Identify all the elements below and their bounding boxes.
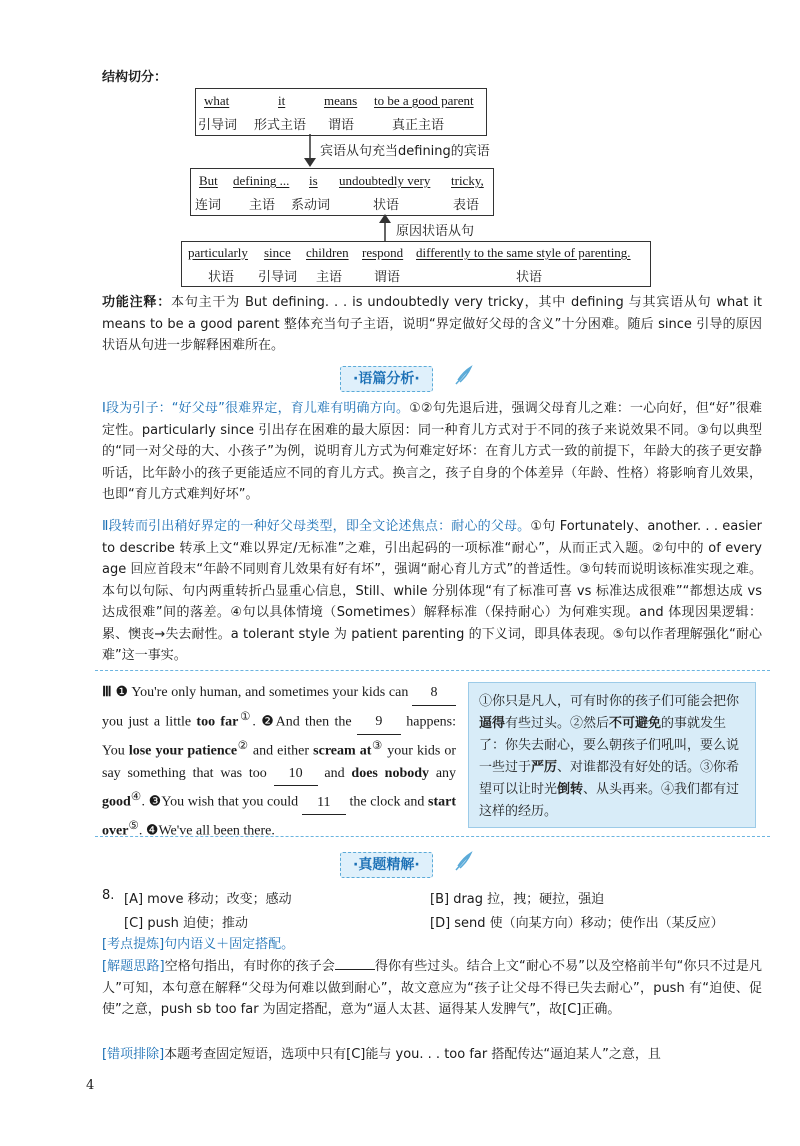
label-weiyu-2: 谓语: [374, 270, 401, 285]
translation-2: 有些过头。②然后: [505, 716, 610, 731]
analysis-para-1: [102, 398, 762, 506]
word-tricky: tricky,: [451, 173, 484, 188]
option-b: [B] drag 拉，拽；硬拉，强迫: [430, 892, 605, 907]
passage-paragraph-3: Ⅲ ❶ You're only human, and sometimes your kids can 8 you just a little too far①. ❷And then the 9 happens: You lose your patience② and either scream at③ your kids or say something that was too 10 and does nobody any good④. ❸You wish that you could 11 the clock and start over⑤. ❹We've all been there.: [102, 682, 456, 844]
label-zhenzhengzhuyu: 真正主语: [392, 118, 445, 133]
word-undoubtedly-very: undoubtedly very: [339, 173, 431, 188]
label-biaoyu: 表语: [453, 198, 480, 213]
kaodian: [102, 934, 762, 956]
diagram-box-reason: [181, 241, 651, 287]
sentence-2d: your kids or say something that was too: [102, 743, 457, 781]
word-means: means: [324, 93, 358, 108]
label-zhuyu-2: 主语: [316, 270, 343, 285]
sentence-3a: You wish that you could: [161, 794, 299, 810]
label-zhuyu: 主语: [249, 198, 276, 213]
blank-9: 9: [357, 711, 401, 735]
page-number: 4: [86, 1078, 95, 1093]
section-title-analysis: ·语篇分析·: [340, 366, 433, 392]
label-weiyu: 谓语: [328, 118, 355, 133]
blank-10: 10: [274, 763, 318, 787]
arrow-note-reason-clause: 原因状语从句: [396, 224, 475, 239]
section-heading: 结构切分：: [102, 70, 168, 85]
translation-3: 的事就发生了：你失去耐心，要么朝孩子们吼叫，要么说一些过于: [479, 716, 740, 775]
kaodian-text: 句内语义＋固定搭配。: [164, 937, 295, 952]
word-respond: respond: [362, 245, 404, 260]
translation-5: 、从头再来。④我们都有过这样的经历。: [479, 782, 740, 819]
word-defining: defining ...: [233, 173, 290, 188]
divider-2: [95, 836, 770, 837]
mark-5: ⑤: [128, 819, 139, 833]
bold-lose-patience: lose your patience: [128, 743, 238, 759]
option-c: [C] push 迫使；推动: [124, 916, 248, 931]
label-yindaoci: 引导词: [198, 118, 238, 133]
arrow-up-icon: [375, 214, 395, 242]
section-title-solutions: ·真题精解·: [340, 852, 433, 878]
jieti: [102, 956, 762, 1021]
analysis-para-1-text: ①②句先退后进，强调父母育儿之难：一心向好，但“好”很难定性。particularly since 引出存在困难的最大原因：同一种育儿方式对于不同的孩子来说效果不同。③句以典型的“同一对父母的大、小孩子”为例，说明育儿方式为何难定好坏：在育儿方式一致的前提下，年龄大的孩子更安静听话，比年龄小的孩子更能适应不同的育儿方式。换言之，孩子自身的个体差异（年龄、性格）将影响育儿效果，也即“育儿方式难判好坏”。: [102, 401, 762, 502]
sentence-2c: and either: [252, 743, 310, 759]
feather-pen-icon-2: [452, 850, 474, 872]
analysis-para-2: [102, 516, 762, 667]
function-note-label: 功能注释：: [102, 295, 172, 310]
mark-4: ④: [130, 790, 142, 804]
arrow-note-object-clause: 宾语从句充当defining的宾语: [320, 144, 490, 159]
label-zhuangyu: 状语: [373, 198, 400, 213]
mark-3: ③: [371, 738, 384, 752]
question-number: 8.: [102, 888, 115, 903]
sentence-2b: happens: You: [102, 714, 457, 759]
bold-good: good: [102, 794, 131, 810]
translation-bold-4: 倒转: [557, 782, 584, 797]
function-note-text: 本句主干为 But defining. . . is undoubtedly very tricky，其中 defining 与其宾语从句 what it means to be a good parent 整体充当句子主语，说明“界定做好父母的含义”十分困难。随后 since 引导的原因状语从句进一步解释困难所在。: [102, 295, 762, 353]
word-but: But: [199, 173, 218, 188]
function-note: [102, 292, 762, 357]
option-a: [A] move 移动；改变；感动: [124, 892, 292, 907]
translation-4: 、对谁都没有好处的话。③你希望可以让时光: [479, 760, 740, 797]
analysis-para-2-lead: Ⅱ段转而引出稍好界定的一种好父母类型，即全文论述焦点：耐心的父母。: [102, 519, 531, 534]
mark-1: ①: [238, 709, 253, 723]
sentence-1b: you just a little: [102, 714, 192, 730]
diagram-box-main: [190, 168, 494, 216]
word-is: is: [309, 173, 318, 188]
sentence-2f: any: [435, 765, 457, 781]
translation-bold-3: 严厉: [531, 760, 558, 775]
label-yindaoci-2: 引导词: [258, 270, 298, 285]
translation-bold-1: 逼得: [479, 716, 506, 731]
word-since: since: [264, 245, 291, 260]
sentence-1a: You're only human, and sometimes your kids can: [131, 685, 409, 700]
label-lianci: 连词: [195, 198, 222, 213]
mark-2: ②: [237, 738, 249, 752]
word-to-be-a-good-parent: to be a good parent: [374, 93, 474, 108]
bold-too-far: too far: [196, 714, 239, 730]
jieti-tag: [解题思路]: [102, 959, 165, 974]
jieti-text-2: 得你有些过头。结合上文“耐心不易”以及空格前半句“你只不过是凡人”可知，本句意在解释“父母为何难以做到耐心”，故文意应为“孩子让父母不得已失去耐心”，push 有“迫使、促使”之意，push sb too far 为固定搭配，意为“逼人太甚、逼得某人发脾气”，故[C]正确。: [102, 959, 762, 1017]
sentence-4: We've all been there.: [158, 824, 275, 840]
word-particularly: particularly: [188, 245, 248, 260]
sentence-3b: the clock and: [349, 794, 425, 810]
cuoxiang-tag: [错项排除]: [102, 1047, 165, 1062]
word-differently: differently to the same style of parenting.: [416, 245, 631, 260]
bold-does-nobody: does nobody: [351, 765, 430, 781]
bold-start-over: start over: [102, 794, 457, 840]
sentence-2e: and: [324, 765, 345, 781]
word-what: what: [204, 93, 230, 108]
translation-box: [468, 682, 756, 828]
cuoxiang-text: 本题考查固定短语，选项中只有[C]能与 you. . . too far 搭配传达“逼迫某人”之意，且: [164, 1047, 661, 1062]
word-children: children: [306, 245, 349, 260]
analysis-para-2-text: ①句 Fortunately、another. . . easier to describe 转承上文“难以界定/无标准”之难，引出起码的一项标准“耐心”，从而正式入题。②句中的 of every age 回应首段末“年龄不同则育儿效果有好有坏”，强调“耐心育儿方式”的普适性。③句转而说明该标准实现之难。本句以句际、句内两重转折凸显重心信息，Still、while 分别体现“有了标准可喜 vs 标准达成很难”“都想达成 vs 达成很难”间的落差。④句以具体情境（Sometimes）解释标准（保持耐心）为何难实现。and 体现因果逻辑：累、懊丧→失去耐性。a tolerant style 为 patient parenting 的下义词，即具体表现。⑤句以作者理解强化“耐心难”这一事实。: [102, 519, 762, 663]
label-xingshizhuyu: 形式主语: [254, 118, 307, 133]
analysis-para-1-lead: Ⅰ段为引子：“好父母”很难界定，育儿难有明确方向。: [102, 401, 410, 416]
kaodian-tag: [考点提炼]: [102, 937, 165, 952]
blank-8: 8: [412, 682, 456, 706]
jieti-text-1: 空格句指出，有时你的孩子会: [164, 959, 335, 974]
sentence-2a: And then the: [275, 714, 352, 730]
diagram-box-clause: [195, 88, 487, 136]
option-d: [D] send 使（向某方向）移动；使作出（某反应）: [430, 916, 724, 931]
blank-11: 11: [302, 792, 346, 816]
label-zhuangyu-1: 状语: [208, 270, 235, 285]
arrow-down-icon: [300, 134, 320, 168]
label-zhuangyu-2: 状语: [516, 270, 543, 285]
bold-scream-at: scream at: [313, 743, 372, 759]
cuoxiang: [102, 1044, 762, 1066]
label-xidongci: 系动词: [291, 198, 331, 213]
word-it: it: [278, 93, 286, 108]
divider: [95, 670, 770, 671]
feather-pen-icon: [452, 364, 474, 386]
jieti-blank: [335, 969, 375, 970]
translation-1: ①你只是凡人，可有时你的孩子们可能会把你: [479, 694, 740, 709]
roman-numeral: Ⅲ: [102, 685, 112, 700]
translation-bold-2: 不可避免: [609, 716, 662, 731]
